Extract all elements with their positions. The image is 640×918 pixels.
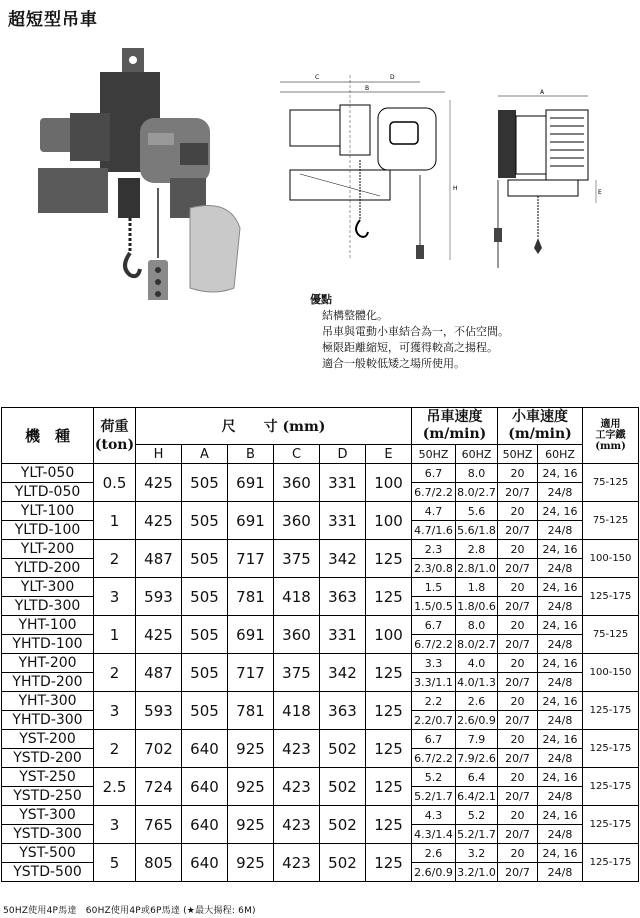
trolley-speed-60hz: 24, 16 <box>538 844 583 863</box>
trolley-speed-60hz: 24/8 <box>538 711 583 730</box>
trolley-speed-60hz: 24/8 <box>538 787 583 806</box>
dim-c-value: 360 <box>274 464 320 502</box>
dim-b-value: 717 <box>228 540 274 578</box>
trolley-speed-60hz: 24, 16 <box>538 692 583 711</box>
dim-d-value: 363 <box>320 692 366 730</box>
header-load-unit: (ton) <box>94 436 135 453</box>
load-value: 1 <box>94 502 136 540</box>
hoist-speed-60hz: 7.9 <box>456 730 498 749</box>
rail-range: 125-175 <box>583 806 639 844</box>
header-hz-col: 60HZ <box>538 445 583 464</box>
table-row <box>2 464 639 483</box>
dim-b-value: 925 <box>228 730 274 768</box>
model-name: YST-500 <box>2 844 94 863</box>
dim-h-value: 702 <box>136 730 182 768</box>
model-name: YLTD-050 <box>2 483 94 502</box>
hoist-speed-60hz: 8.0/2.7 <box>456 635 498 654</box>
trolley-speed-50hz: 20 <box>498 806 538 825</box>
dim-c-value: 375 <box>274 654 320 692</box>
hoist-speed-50hz: 1.5/0.5 <box>412 597 456 616</box>
model-name: YHTD-200 <box>2 673 94 692</box>
header-trolley-speed-unit: (m/min) <box>508 426 572 442</box>
rail-range: 100-150 <box>583 654 639 692</box>
trolley-speed-50hz: 20 <box>498 464 538 483</box>
hoist-speed-60hz: 5.2 <box>456 806 498 825</box>
hoist-speed-50hz: 2.6 <box>412 844 456 863</box>
trolley-speed-50hz: 20 <box>498 616 538 635</box>
trolley-speed-60hz: 24, 16 <box>538 540 583 559</box>
dim-e-value: 125 <box>366 654 412 692</box>
header-hz-col: 50HZ <box>412 445 456 464</box>
load-value: 3 <box>94 578 136 616</box>
load-value: 1 <box>94 616 136 654</box>
header-hoist-speed-label: 吊車速度 <box>426 409 483 425</box>
spec-table <box>1 407 639 882</box>
footnote: 50HZ使用4P馬達 60HZ使用4P或6P馬達 (★最大揚程: 6M) <box>3 906 256 916</box>
trolley-speed-50hz: 20/7 <box>498 559 538 578</box>
trolley-speed-50hz: 20 <box>498 502 538 521</box>
trolley-speed-60hz: 24, 16 <box>538 502 583 521</box>
dim-c-value: 375 <box>274 540 320 578</box>
trolley-speed-60hz: 24, 16 <box>538 654 583 673</box>
trolley-speed-60hz: 24/8 <box>538 749 583 768</box>
hoist-speed-60hz: 1.8 <box>456 578 498 597</box>
hoist-speed-60hz: 2.8/1.0 <box>456 559 498 578</box>
hoist-speed-60hz: 4.0 <box>456 654 498 673</box>
model-name: YHT-100 <box>2 616 94 635</box>
model-name: YST-300 <box>2 806 94 825</box>
hoist-speed-60hz: 2.6/0.9 <box>456 711 498 730</box>
dim-h-value: 487 <box>136 654 182 692</box>
hoist-speed-50hz: 2.2/0.7 <box>412 711 456 730</box>
hoist-speed-60hz: 5.6 <box>456 502 498 521</box>
dim-a-value: 640 <box>182 768 228 806</box>
dim-e-value: 125 <box>366 692 412 730</box>
dim-e-value: 125 <box>366 768 412 806</box>
trolley-speed-50hz: 20 <box>498 844 538 863</box>
hoist-speed-50hz: 3.3 <box>412 654 456 673</box>
hoist-speed-60hz: 2.8 <box>456 540 498 559</box>
trolley-speed-60hz: 24, 16 <box>538 616 583 635</box>
model-name: YLTD-300 <box>2 597 94 616</box>
model-name: YLT-050 <box>2 464 94 483</box>
dim-d-value: 342 <box>320 540 366 578</box>
table-row <box>2 540 639 559</box>
hoist-speed-50hz: 6.7/2.2 <box>412 749 456 768</box>
model-name: YST-250 <box>2 768 94 787</box>
trolley-speed-50hz: 20/7 <box>498 711 538 730</box>
model-name: YHTD-100 <box>2 635 94 654</box>
advantage-item: 吊車與電動小車結合為一，不佔空間。 <box>322 325 509 338</box>
trolley-speed-50hz: 20/7 <box>498 521 538 540</box>
trolley-speed-50hz: 20/7 <box>498 483 538 502</box>
header-load-label: 荷重 <box>100 418 129 435</box>
header-dim-col: E <box>366 445 412 464</box>
dim-c-value: 360 <box>274 616 320 654</box>
load-value: 2.5 <box>94 768 136 806</box>
hoist-speed-60hz: 1.8/0.6 <box>456 597 498 616</box>
load-value: 2 <box>94 730 136 768</box>
model-name: YLTD-100 <box>2 521 94 540</box>
header-hz-col: 60HZ <box>456 445 498 464</box>
dim-e-value: 125 <box>366 806 412 844</box>
hoist-speed-60hz: 7.9/2.6 <box>456 749 498 768</box>
trolley-speed-50hz: 20 <box>498 578 538 597</box>
hoist-speed-60hz: 4.0/1.3 <box>456 673 498 692</box>
rail-range: 75-125 <box>583 616 639 654</box>
dim-e-value: 100 <box>366 502 412 540</box>
dim-b-value: 691 <box>228 616 274 654</box>
model-name: YLT-200 <box>2 540 94 559</box>
dim-e-value: 100 <box>366 616 412 654</box>
hoist-speed-50hz: 2.3 <box>412 540 456 559</box>
dim-h-value: 593 <box>136 578 182 616</box>
hoist-speed-50hz: 6.7 <box>412 464 456 483</box>
table-row <box>2 768 639 787</box>
dim-a-value: 640 <box>182 844 228 882</box>
dim-e-value: 125 <box>366 578 412 616</box>
load-value: 0.5 <box>94 464 136 502</box>
dim-d-value: 363 <box>320 578 366 616</box>
trolley-speed-60hz: 24/8 <box>538 483 583 502</box>
front-view-drawing <box>478 88 608 278</box>
dim-h-value: 425 <box>136 616 182 654</box>
trolley-speed-60hz: 24/8 <box>538 559 583 578</box>
advantages <box>310 292 509 372</box>
trolley-speed-60hz: 24/8 <box>538 825 583 844</box>
advantages-heading: 優點 <box>310 293 332 306</box>
hoist-speed-60hz: 3.2 <box>456 844 498 863</box>
dim-c-value: 418 <box>274 578 320 616</box>
model-name: YSTD-300 <box>2 825 94 844</box>
trolley-speed-60hz: 24/8 <box>538 863 583 882</box>
hoist-speed-60hz: 2.6 <box>456 692 498 711</box>
hoist-speed-60hz: 3.2/1.0 <box>456 863 498 882</box>
dim-a-value: 640 <box>182 806 228 844</box>
trolley-speed-60hz: 24/8 <box>538 597 583 616</box>
dim-c-value: 423 <box>274 806 320 844</box>
hoist-speed-50hz: 5.2/1.7 <box>412 787 456 806</box>
rail-range: 125-175 <box>583 844 639 882</box>
model-name: YLTD-200 <box>2 559 94 578</box>
load-value: 5 <box>94 844 136 882</box>
header-rail: 適用 工字鐵 (mm) <box>583 408 639 464</box>
header-load <box>94 408 136 464</box>
trolley-speed-60hz: 24, 16 <box>538 578 583 597</box>
rail-range: 125-175 <box>583 578 639 616</box>
dim-d-value: 502 <box>320 730 366 768</box>
table-row <box>2 578 639 597</box>
dim-b-value: 925 <box>228 844 274 882</box>
table-row <box>2 502 639 521</box>
dim-e-value: 125 <box>366 730 412 768</box>
dim-b-value: 925 <box>228 806 274 844</box>
dim-label-c: C <box>315 74 320 81</box>
hoist-speed-60hz: 8.0 <box>456 616 498 635</box>
trolley-speed-60hz: 24, 16 <box>538 730 583 749</box>
hoist-speed-50hz: 4.7 <box>412 502 456 521</box>
dim-e-value: 125 <box>366 540 412 578</box>
header-dims: 尺 寸 (mm) <box>136 408 412 445</box>
header-hz-col: 50HZ <box>498 445 538 464</box>
rail-range: 125-175 <box>583 768 639 806</box>
trolley-speed-50hz: 20/7 <box>498 863 538 882</box>
dim-c-value: 360 <box>274 502 320 540</box>
load-value: 3 <box>94 806 136 844</box>
dim-a-value: 640 <box>182 730 228 768</box>
trolley-speed-50hz: 20 <box>498 730 538 749</box>
header-hoist-speed-unit: (m/min) <box>422 426 487 442</box>
model-name: YSTD-200 <box>2 749 94 768</box>
dim-d-value: 331 <box>320 502 366 540</box>
hoist-speed-50hz: 2.3/0.8 <box>412 559 456 578</box>
dim-h-value: 765 <box>136 806 182 844</box>
page-title: 超短型吊車 <box>8 10 98 30</box>
header-dim-col: B <box>228 445 274 464</box>
dim-label-d: D <box>390 74 395 81</box>
dim-a-value: 505 <box>182 616 228 654</box>
dim-h-value: 724 <box>136 768 182 806</box>
hoist-speed-50hz: 3.3/1.1 <box>412 673 456 692</box>
dim-e-value: 125 <box>366 844 412 882</box>
trolley-speed-50hz: 20/7 <box>498 635 538 654</box>
dim-a-value: 505 <box>182 540 228 578</box>
dim-d-value: 502 <box>320 806 366 844</box>
dim-d-value: 331 <box>320 464 366 502</box>
model-name: YLT-300 <box>2 578 94 597</box>
model-name: YSTD-250 <box>2 787 94 806</box>
hoist-speed-50hz: 5.2 <box>412 768 456 787</box>
advantage-item: 結構整體化。 <box>322 309 388 322</box>
dim-c-value: 423 <box>274 730 320 768</box>
dim-b-value: 781 <box>228 692 274 730</box>
hoist-speed-60hz: 5.2/1.7 <box>456 825 498 844</box>
hoist-speed-50hz: 4.3/1.4 <box>412 825 456 844</box>
hoist-photo <box>30 38 260 300</box>
rail-range: 100-150 <box>583 540 639 578</box>
dim-h-value: 425 <box>136 464 182 502</box>
trolley-speed-50hz: 20 <box>498 692 538 711</box>
model-name: YST-200 <box>2 730 94 749</box>
dim-b-value: 925 <box>228 768 274 806</box>
hoist-speed-50hz: 2.6/0.9 <box>412 863 456 882</box>
model-name: YSTD-500 <box>2 863 94 882</box>
hoist-speed-60hz: 6.4/2.1 <box>456 787 498 806</box>
dim-b-value: 717 <box>228 654 274 692</box>
header-model: 機 種 <box>2 408 94 464</box>
hoist-speed-50hz: 6.7 <box>412 616 456 635</box>
dim-label-e: E <box>598 189 602 196</box>
header-dim-col: H <box>136 445 182 464</box>
model-name: YHT-200 <box>2 654 94 673</box>
model-name: YHT-300 <box>2 692 94 711</box>
table-row <box>2 616 639 635</box>
hoist-speed-60hz: 8.0/2.7 <box>456 483 498 502</box>
load-value: 2 <box>94 540 136 578</box>
hoist-speed-50hz: 4.3 <box>412 806 456 825</box>
header-hoist-speed <box>412 408 498 445</box>
advantage-item: 極限距離縮短，可獲得較高之揚程。 <box>322 341 498 354</box>
dim-d-value: 331 <box>320 616 366 654</box>
dim-label-a: A <box>540 89 545 96</box>
dim-a-value: 505 <box>182 502 228 540</box>
rail-range: 125-175 <box>583 730 639 768</box>
trolley-speed-50hz: 20/7 <box>498 749 538 768</box>
rail-range: 75-125 <box>583 502 639 540</box>
model-name: YHTD-300 <box>2 711 94 730</box>
load-value: 2 <box>94 654 136 692</box>
trolley-speed-50hz: 20/7 <box>498 673 538 692</box>
trolley-speed-50hz: 20/7 <box>498 597 538 616</box>
dim-h-value: 805 <box>136 844 182 882</box>
hoist-speed-60hz: 8.0 <box>456 464 498 483</box>
dim-b-value: 781 <box>228 578 274 616</box>
side-view-drawing <box>270 70 470 270</box>
trolley-speed-50hz: 20 <box>498 654 538 673</box>
rail-range: 75-125 <box>583 464 639 502</box>
dim-c-value: 423 <box>274 768 320 806</box>
trolley-speed-60hz: 24/8 <box>538 635 583 654</box>
trolley-speed-50hz: 20 <box>498 768 538 787</box>
hoist-speed-60hz: 6.4 <box>456 768 498 787</box>
dim-d-value: 342 <box>320 654 366 692</box>
table-row <box>2 654 639 673</box>
trolley-speed-60hz: 24, 16 <box>538 768 583 787</box>
dim-b-value: 691 <box>228 502 274 540</box>
trolley-speed-50hz: 20/7 <box>498 825 538 844</box>
trolley-speed-60hz: 24/8 <box>538 521 583 540</box>
trolley-speed-60hz: 24, 16 <box>538 806 583 825</box>
trolley-speed-60hz: 24/8 <box>538 673 583 692</box>
dim-a-value: 505 <box>182 464 228 502</box>
table-row <box>2 844 639 863</box>
header-dim-col: D <box>320 445 366 464</box>
trolley-speed-50hz: 20/7 <box>498 787 538 806</box>
model-name: YLT-100 <box>2 502 94 521</box>
dim-h-value: 425 <box>136 502 182 540</box>
hoist-speed-50hz: 6.7/2.2 <box>412 635 456 654</box>
trolley-speed-50hz: 20 <box>498 540 538 559</box>
hoist-speed-50hz: 1.5 <box>412 578 456 597</box>
dim-d-value: 502 <box>320 768 366 806</box>
dim-c-value: 423 <box>274 844 320 882</box>
dim-b-value: 691 <box>228 464 274 502</box>
dim-d-value: 502 <box>320 844 366 882</box>
hoist-speed-50hz: 6.7/2.2 <box>412 483 456 502</box>
hoist-speed-50hz: 2.2 <box>412 692 456 711</box>
table-row <box>2 806 639 825</box>
dim-a-value: 505 <box>182 578 228 616</box>
rail-range: 125-175 <box>583 692 639 730</box>
advantage-item: 適合一般較低矮之場所使用。 <box>322 357 465 370</box>
header-trolley-speed <box>498 408 583 445</box>
table-row <box>2 730 639 749</box>
dim-label-b: B <box>365 85 370 92</box>
trolley-speed-60hz: 24, 16 <box>538 464 583 483</box>
header-trolley-speed-label: 小車速度 <box>512 409 569 425</box>
hoist-speed-50hz: 4.7/1.6 <box>412 521 456 540</box>
dim-c-value: 418 <box>274 692 320 730</box>
dim-h-value: 593 <box>136 692 182 730</box>
dim-h-value: 487 <box>136 540 182 578</box>
dim-a-value: 505 <box>182 692 228 730</box>
dim-label-h: H <box>453 185 458 192</box>
load-value: 3 <box>94 692 136 730</box>
header-dim-col: C <box>274 445 320 464</box>
dim-a-value: 505 <box>182 654 228 692</box>
hoist-speed-60hz: 5.6/1.8 <box>456 521 498 540</box>
table-row <box>2 692 639 711</box>
dim-e-value: 100 <box>366 464 412 502</box>
hoist-speed-50hz: 6.7 <box>412 730 456 749</box>
header-dim-col: A <box>182 445 228 464</box>
